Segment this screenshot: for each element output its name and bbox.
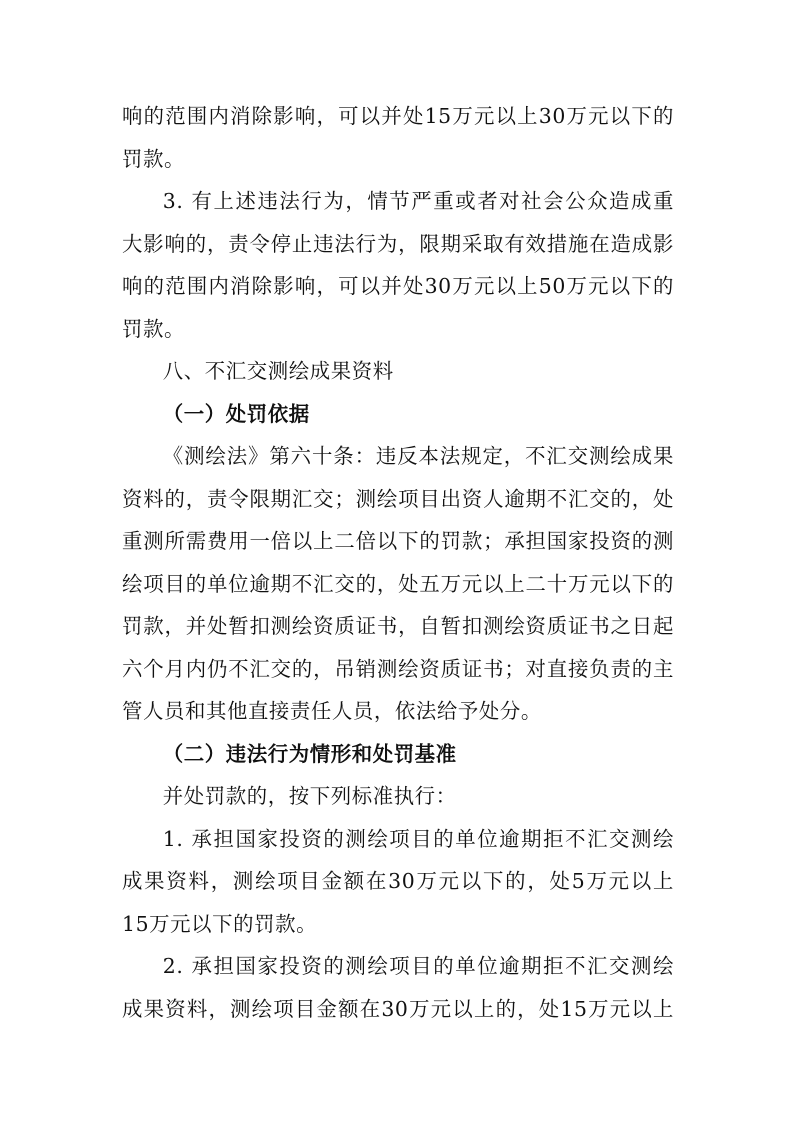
paragraph-intro: 并处罚款的，按下列标准执行： [162,784,457,808]
text-line: 管人员和其他直接责任人员，依法给予处分。 [122,699,542,723]
text-line: 响的范围内消除影响，可以并处30万元以上50万元以下的 [122,274,674,298]
subsection-heading: （一）处罚依据 [162,401,310,426]
text-line: 《测绘法》第六十条：违反本法规定，不汇交测绘成果 [162,444,674,468]
text-line: 绘项目的单位逾期不汇交的，处五万元以上二十万元以下的 [122,571,674,596]
subsection-heading: （二）违法行为情形和处罚基准 [162,741,457,766]
text-line: 大影响的，责令停止违法行为，限期采取有效措施在造成影 [122,231,674,256]
text-line: 3. 有上述违法行为，情节严重或者对社会公众造成重 [162,189,674,213]
paragraph-item-2 [122,945,674,1030]
text-line: 成果资料，测绘项目金额在30万元以下的，处5万元以上 [122,869,674,893]
paragraph-basis [122,435,674,733]
paragraph-continuation [122,95,674,180]
text-line: 罚款。 [122,316,185,341]
text-line: 2. 承担国家投资的测绘项目的单位逾期拒不汇交测绘 [162,954,674,978]
text-line: 罚款。 [122,146,185,171]
paragraph-item-3 [122,180,674,350]
text-line: 六个月内仍不汇交的，吊销测绘资质证书；对直接负责的主 [122,656,674,681]
document-body [122,95,674,1030]
text-line: 响的范围内消除影响，可以并处15万元以上30万元以下的 [122,104,674,128]
section-heading: 八、不汇交测绘成果资料 [162,359,394,383]
text-line: 资料的，责令限期汇交；测绘项目出资人逾期不汇交的，处 [122,486,674,511]
text-line: 成果资料，测绘项目金额在30万元以上的，处15万元以上 [122,996,674,1021]
text-line: 罚款，并处暂扣测绘资质证书，自暂扣测绘资质证书之日起 [122,614,674,638]
text-line: 15万元以下的罚款。 [122,911,318,936]
paragraph-item-1 [122,818,674,946]
text-line: 1. 承担国家投资的测绘项目的单位逾期拒不汇交测绘 [162,826,674,851]
text-line: 重测所需费用一倍以上二倍以下的罚款；承担国家投资的测 [122,529,674,553]
